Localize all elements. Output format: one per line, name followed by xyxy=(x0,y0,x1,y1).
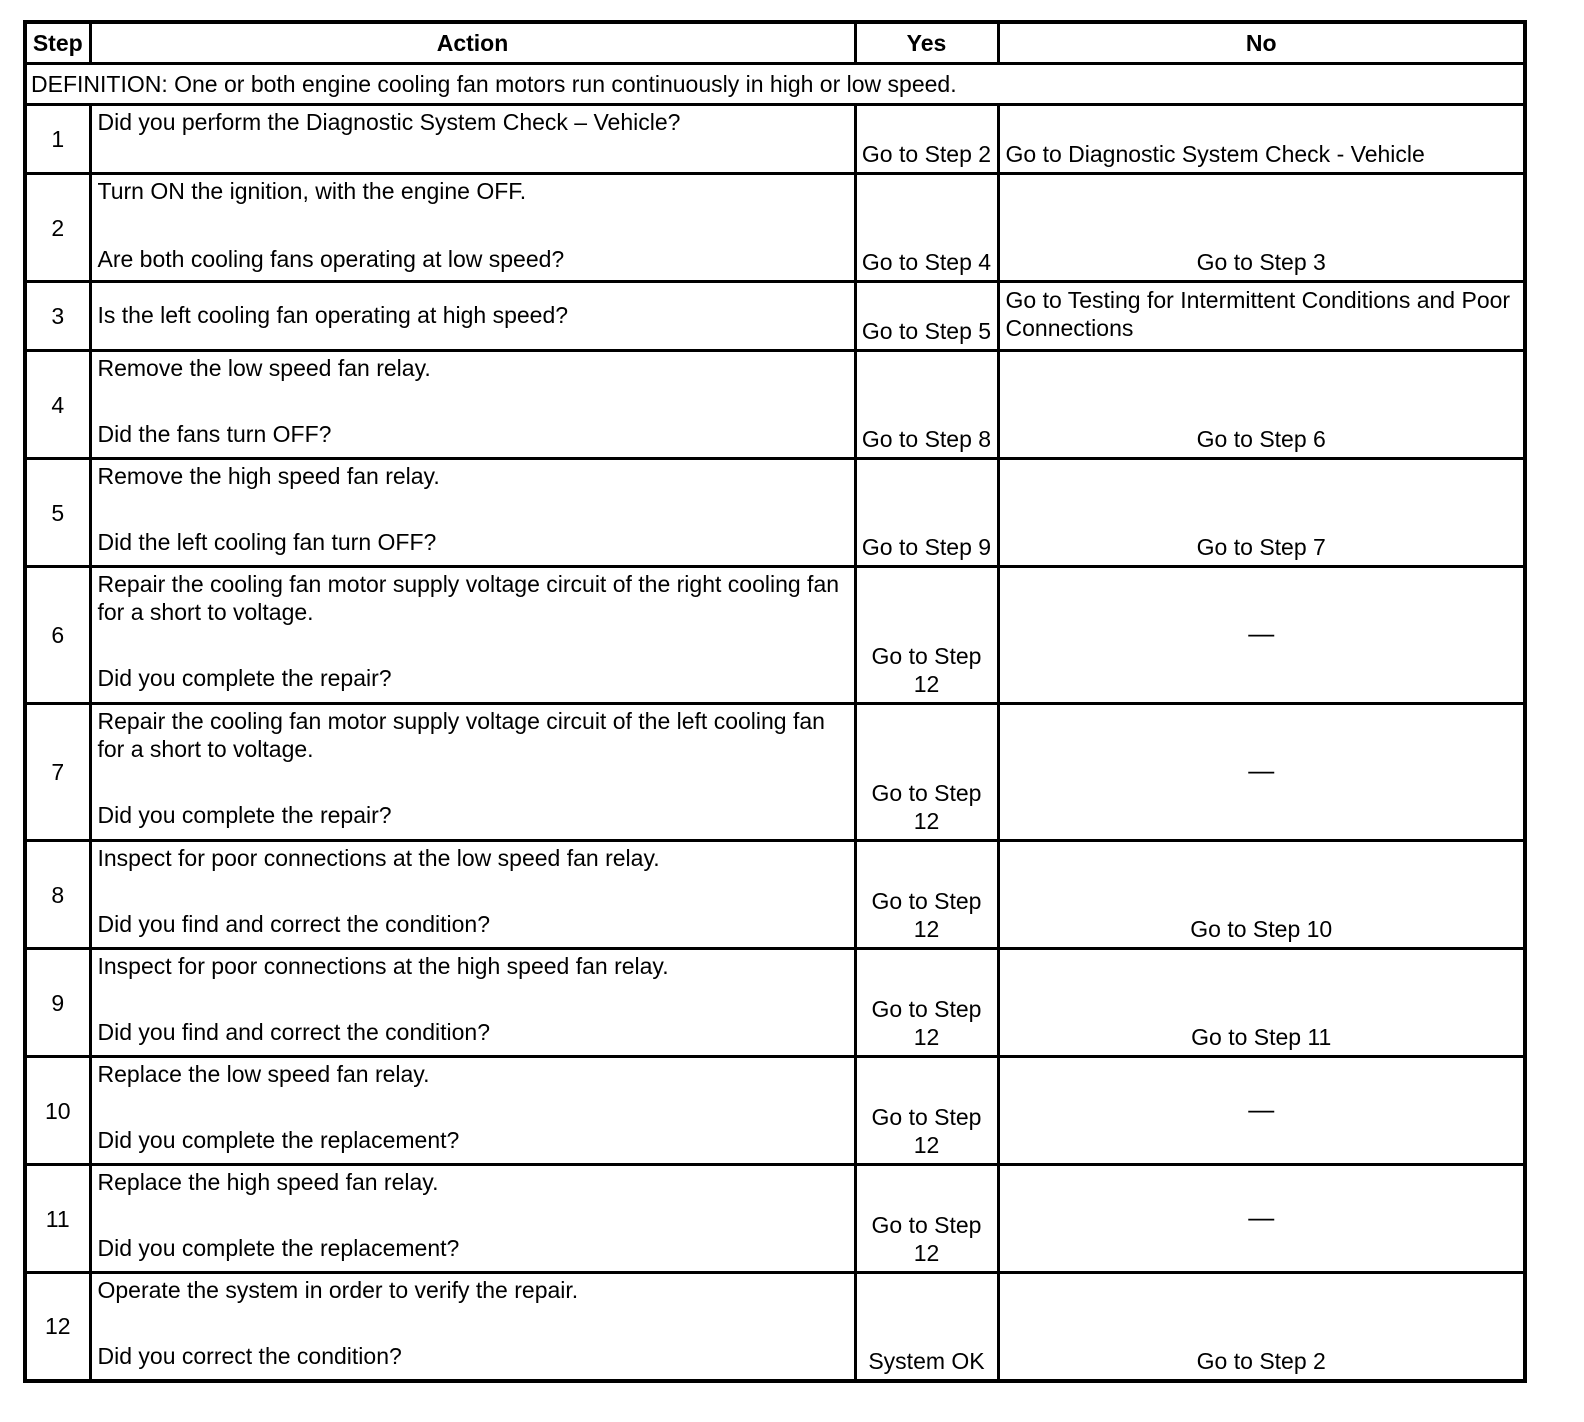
yes-result: Go to Step 2 xyxy=(855,105,998,174)
yes-result: Go to Step 12 xyxy=(855,949,998,1057)
action-cell xyxy=(90,1057,855,1165)
step-number: 2 xyxy=(25,174,90,282)
action-question: Did you complete the repair? xyxy=(97,802,392,828)
yes-result: Go to Step 5 xyxy=(855,282,998,351)
table-row xyxy=(25,459,1525,567)
no-result: Go to Testing for Intermittent Conditions and Poor Connections xyxy=(998,282,1525,351)
action-question: Did you complete the replacement? xyxy=(97,1235,460,1261)
no-result: Go to Step 10 xyxy=(998,841,1525,949)
step-number: 5 xyxy=(25,459,90,567)
step-number: 12 xyxy=(25,1273,90,1381)
definition-text: DEFINITION: One or both engine cooling fan motors run continuously in high or low speed. xyxy=(25,64,1525,105)
table-row xyxy=(25,567,1525,704)
action-question: Did you find and correct the condition? xyxy=(97,911,491,937)
diagnostic-table xyxy=(23,20,1527,1383)
table-row xyxy=(25,1273,1525,1381)
step-number: 1 xyxy=(25,105,90,174)
action-question: Did the left cooling fan turn OFF? xyxy=(97,529,437,555)
action-cell xyxy=(90,1165,855,1273)
action-question: Did you find and correct the condition? xyxy=(97,1019,491,1045)
table-row xyxy=(25,282,1525,351)
yes-result: Go to Step 12 xyxy=(855,567,998,704)
action-cell xyxy=(90,841,855,949)
action-instruction: Replace the low speed fan relay. xyxy=(97,1061,430,1087)
step-number: 11 xyxy=(25,1165,90,1273)
no-result: Go to Step 11 xyxy=(998,949,1525,1057)
step-number: 4 xyxy=(25,351,90,459)
action-cell xyxy=(90,567,855,704)
action-cell xyxy=(90,174,855,282)
yes-result: Go to Step 12 xyxy=(855,841,998,949)
step-number: 8 xyxy=(25,841,90,949)
table-row xyxy=(25,1057,1525,1165)
action-instruction: Replace the high speed fan relay. xyxy=(97,1169,439,1195)
header-action: Action xyxy=(90,22,855,64)
action-instruction: Operate the system in order to verify the repair. xyxy=(97,1277,579,1303)
action-question: Did you correct the condition? xyxy=(97,1343,402,1369)
table-row xyxy=(25,704,1525,841)
action-instruction: Turn ON the ignition, with the engine OFF. xyxy=(97,178,527,204)
yes-result: System OK xyxy=(855,1273,998,1381)
action-instruction: Repair the cooling fan motor supply voltage circuit of the right cooling fan for a short to voltage. xyxy=(97,571,840,625)
action-instruction: Inspect for poor connections at the high speed fan relay. xyxy=(97,953,669,979)
action-question: Did you perform the Diagnostic System Check – Vehicle? xyxy=(97,109,681,135)
no-result: Go to Step 7 xyxy=(998,459,1525,567)
no-result: Go to Step 2 xyxy=(998,1273,1525,1381)
table-row xyxy=(25,174,1525,282)
action-instruction: Inspect for poor connections at the low speed fan relay. xyxy=(97,845,660,871)
no-result: — xyxy=(998,1057,1525,1165)
action-instruction: Remove the low speed fan relay. xyxy=(97,355,431,381)
no-result: — xyxy=(998,567,1525,704)
table-row xyxy=(25,949,1525,1057)
no-result: Go to Diagnostic System Check - Vehicle xyxy=(998,105,1525,174)
action-question: Did you complete the replacement? xyxy=(97,1127,460,1153)
action-cell xyxy=(90,351,855,459)
table-row xyxy=(25,105,1525,174)
step-number: 9 xyxy=(25,949,90,1057)
no-result: — xyxy=(998,1165,1525,1273)
header-row xyxy=(25,22,1525,64)
action-cell xyxy=(90,105,855,174)
action-cell xyxy=(90,459,855,567)
action-instruction: Repair the cooling fan motor supply voltage circuit of the left cooling fan for a short to voltage. xyxy=(97,708,825,762)
no-result: Go to Step 3 xyxy=(998,174,1525,282)
header-no: No xyxy=(998,22,1525,64)
action-question: Is the left cooling fan operating at high speed? xyxy=(97,302,569,328)
table-row xyxy=(25,351,1525,459)
action-question: Did you complete the repair? xyxy=(97,665,392,691)
yes-result: Go to Step 12 xyxy=(855,1165,998,1273)
action-cell xyxy=(90,282,855,351)
action-cell xyxy=(90,704,855,841)
no-result: — xyxy=(998,704,1525,841)
step-number: 10 xyxy=(25,1057,90,1165)
yes-result: Go to Step 4 xyxy=(855,174,998,282)
definition-row xyxy=(25,64,1525,105)
yes-result: Go to Step 9 xyxy=(855,459,998,567)
action-question: Are both cooling fans operating at low speed? xyxy=(97,246,565,272)
header-step: Step xyxy=(25,22,90,64)
yes-result: Go to Step 8 xyxy=(855,351,998,459)
header-yes: Yes xyxy=(855,22,998,64)
table-row xyxy=(25,841,1525,949)
step-number: 7 xyxy=(25,704,90,841)
table-row xyxy=(25,1165,1525,1273)
yes-result: Go to Step 12 xyxy=(855,1057,998,1165)
step-number: 3 xyxy=(25,282,90,351)
action-instruction: Remove the high speed fan relay. xyxy=(97,463,440,489)
action-cell xyxy=(90,949,855,1057)
yes-result: Go to Step 12 xyxy=(855,704,998,841)
step-number: 6 xyxy=(25,567,90,704)
no-result: Go to Step 6 xyxy=(998,351,1525,459)
action-cell xyxy=(90,1273,855,1381)
action-question: Did the fans turn OFF? xyxy=(97,421,332,447)
